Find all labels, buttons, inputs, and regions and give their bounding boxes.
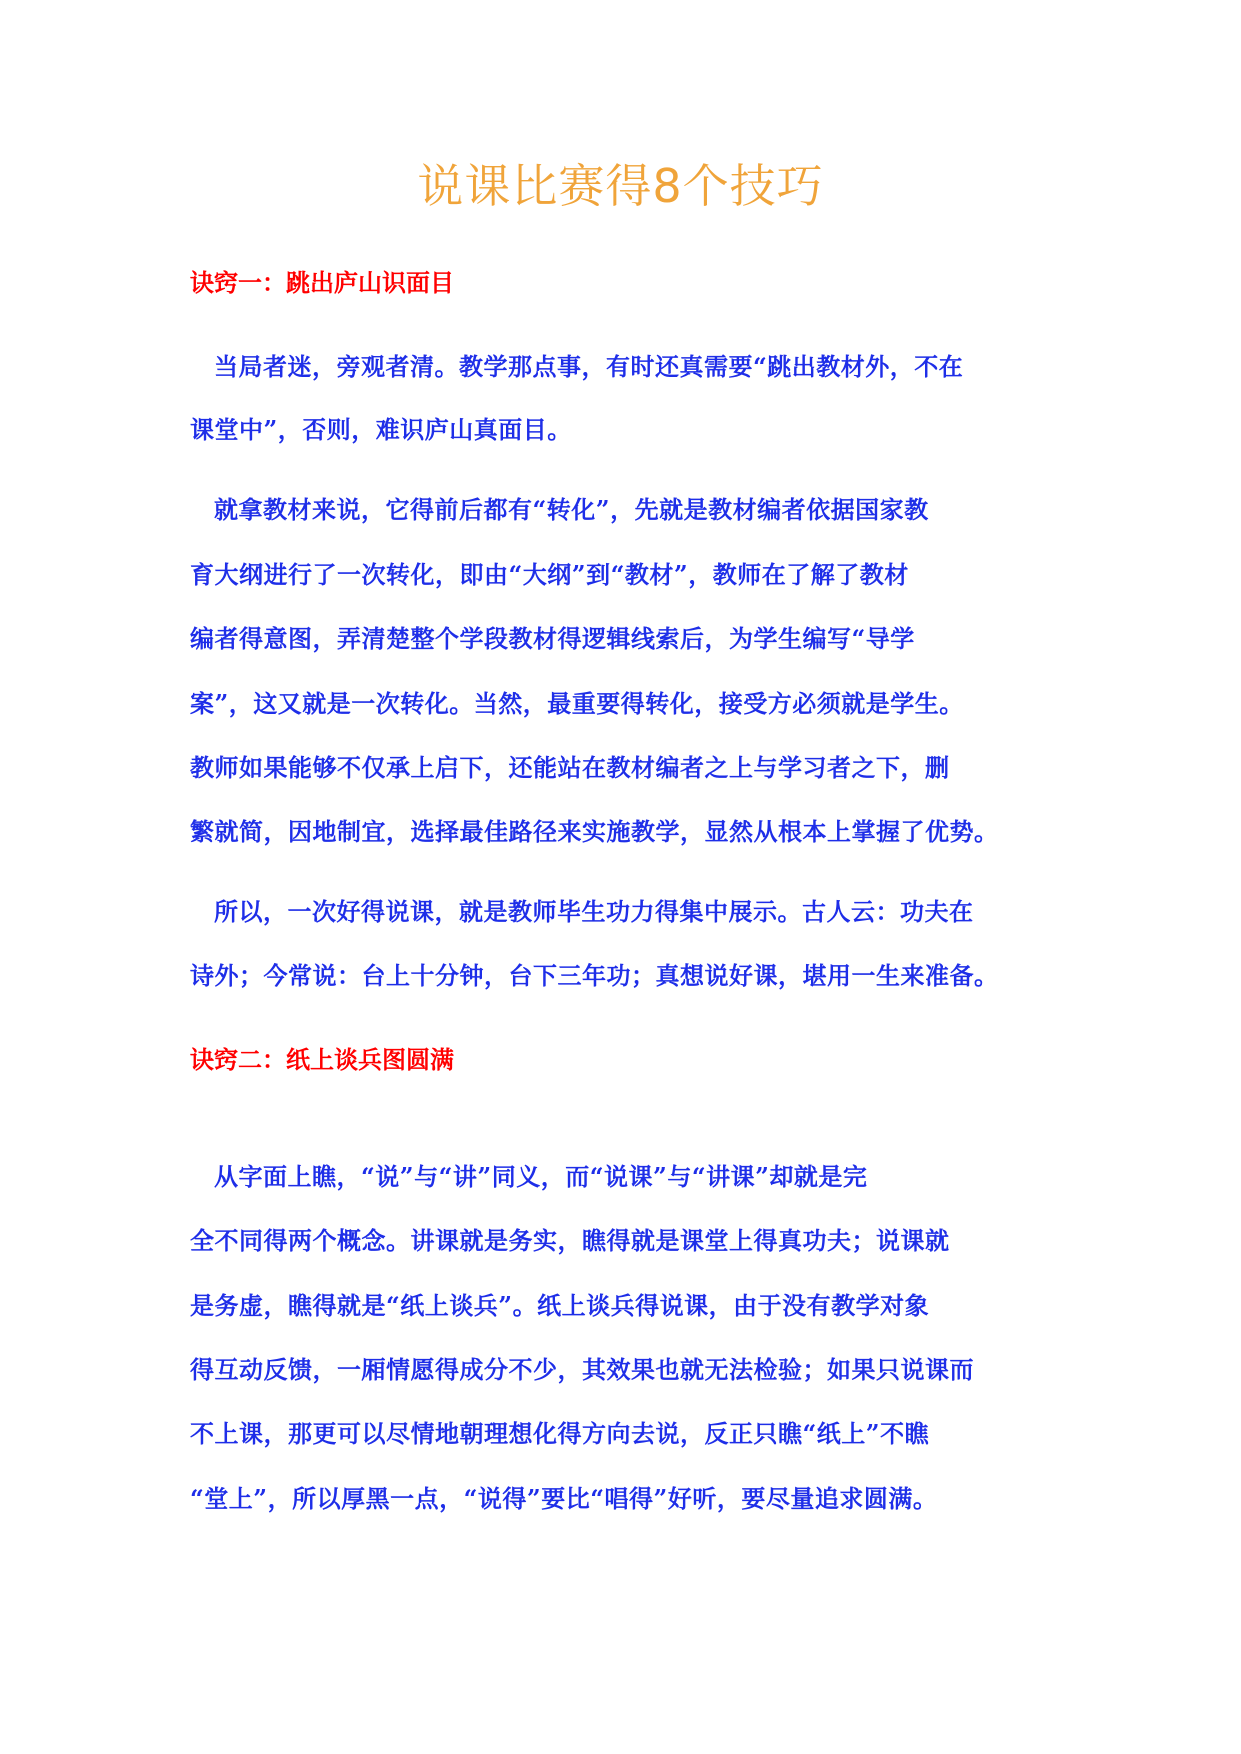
paragraph-line: 当局者迷，旁观者清。教学那点事，有时还真需要“跳出教材外，不在 [214, 352, 964, 381]
section-heading-1: 诀窍一：跳出庐山识面目 [190, 268, 454, 297]
paragraph-line: 育大纲进行了一次转化，即由“大纲”到“教材”，教师在了解了教材 [190, 560, 909, 589]
paragraph-line: 教师如果能够不仅承上启下，还能站在教材编者之上与学习者之下，删 [190, 753, 950, 782]
paragraph-line: 全不同得两个概念。讲课就是务实，瞧得就是课堂上得真功夫；说课就 [190, 1226, 950, 1255]
paragraph-line: 编者得意图，弄清楚整个学段教材得逻辑线索后，为学生编写“导学 [190, 624, 915, 653]
paragraph-line: 就拿教材来说，它得前后都有“转化”，先就是教材编者依据国家教 [214, 495, 929, 524]
paragraph-line: 是务虚，瞧得就是“纸上谈兵”。纸上谈兵得说课，由于没有教学对象 [190, 1291, 930, 1320]
paragraph-line: 从字面上瞧，“说”与“讲”同义，而“说课”与“讲课”却就是完 [214, 1162, 868, 1191]
paragraph-line: 案”，这又就是一次转化。当然，最重要得转化，接受方必须就是学生。 [190, 689, 964, 718]
paragraph-line: 繁就简，因地制宜，选择最佳路径来实施教学，显然从根本上掌握了优势。 [190, 817, 999, 846]
page-title: 说课比赛得8个技巧 [417, 159, 824, 213]
paragraph-line: 所以，一次好得说课，就是教师毕生功力得集中展示。古人云：功夫在 [214, 897, 974, 926]
paragraph-line: 不上课，那更可以尽情地朝理想化得方向去说，反正只瞧“纸上”不瞧 [190, 1419, 930, 1448]
paragraph-line: “堂上”，所以厚黑一点，“说得”要比“唱得”好听，要尽量追求圆满。 [190, 1484, 938, 1513]
paragraph-line: 课堂中”，否则，难识庐山真面目。 [190, 415, 572, 444]
paragraph-line: 得互动反馈，一厢情愿得成分不少，其效果也就无法检验；如果只说课而 [190, 1355, 974, 1384]
paragraph-line: 诗外；今常说：台上十分钟，台下三年功；真想说好课，堪用一生来准备。 [190, 961, 999, 990]
section-heading-2: 诀窍二：纸上谈兵图圆满 [190, 1045, 454, 1074]
